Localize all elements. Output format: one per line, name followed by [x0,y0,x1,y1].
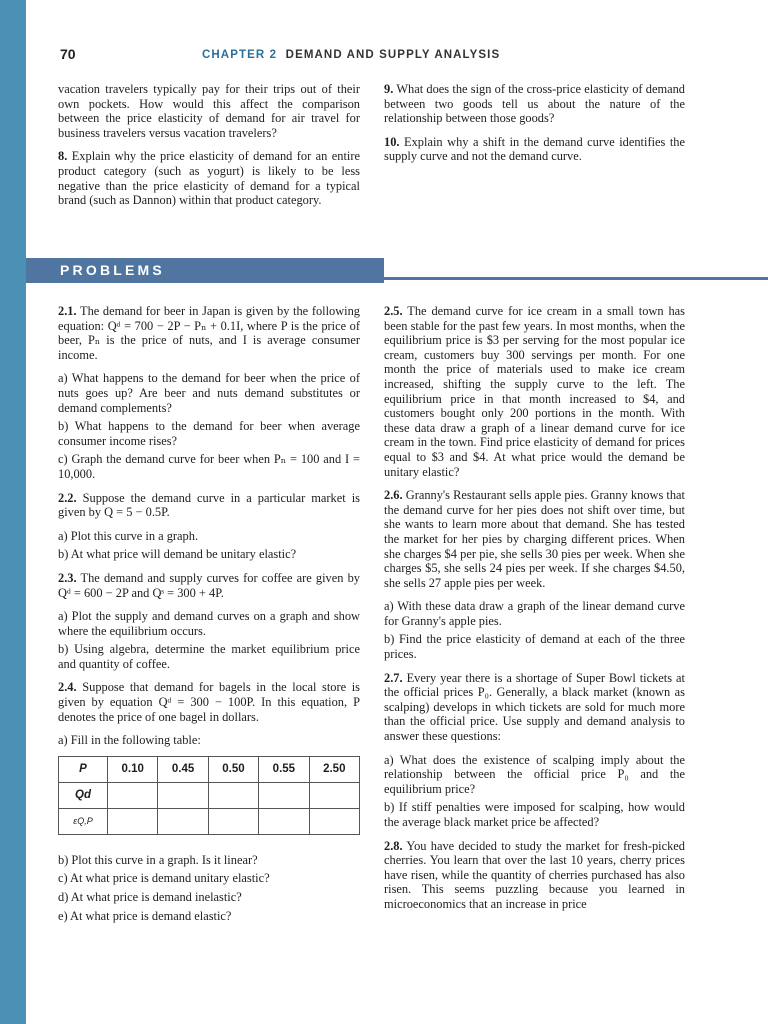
problem-text: Suppose the demand curve in a particular market is given by Q = 5 − 0.5P. [58,490,360,520]
price-cell: 0.50 [208,756,258,782]
price-cell: 2.50 [309,756,359,782]
problem-part: a) What happens to the demand for beer when the price of nuts goes up? Are beer and nuts demand substitutes or demand complements? [58,371,360,415]
problem-part: c) At what price is demand unitary elastic? [58,871,270,886]
problem-number: 2.5. [384,304,403,318]
problem-part: b) Using algebra, determine the market equilibrium price and quantity of coffee. [58,642,360,671]
problems-left [58,304,360,927]
problem-text: Granny's Restaurant sells apple pies. Granny knows that the demand curve for her pies does not shift over time, but she wants to learn more about that demand. She has tested the market for her pies by charging different prices. When she charges $4 per pie, she sells 30 pies per week. When she charges $5, she sells 24 pies per week. If she charges $4.50, she sells 27 apple pies per week. [384,488,685,590]
page-edge-stripe [0,0,26,1024]
review-question-number: 10. [384,134,400,149]
problem-part: b) Plot this curve in a graph. Is it linear? [58,852,258,867]
problem-part: b) If stiff penalties were imposed for scalping, how would the average black market price be affected? [384,800,685,829]
review-question-text: What does the sign of the cross-price elasticity of demand between two goods tell us about the nature of the relationship between those goods? [384,82,685,126]
problem-2-4-parts [58,853,360,923]
blank-cell [108,782,158,808]
problem-part: a) Fill in the following table: [58,733,201,748]
problem-number: 2.4. [58,680,77,695]
review-question [384,135,685,164]
problem-part: b) Find the price elasticity of demand at each of the three prices. [384,632,685,662]
blank-cell [259,782,309,808]
review-question-text: Explain why the price elasticity of demand for an entire product category (such as yogurt) is likely to be less negative than the price elasticity of demand for a typical brand (such as Dannon) within that product category. [58,149,360,208]
problem-text: The demand and supply curves for coffee are given by Qᵈ = 600 − 2P and Qˢ = 300 + 4P. [58,570,361,600]
section-rule [384,277,768,280]
blank-cell [208,808,258,834]
page-number: 70 [60,46,76,62]
problem-text: Every year there is a shortage of Super Bowl tickets at the official prices P₀. Generally, a black market (known as scalping) develops in which tickets are sold for much more than the official price. Use supply and demand analysis to answer these questions: [384,670,685,744]
problem-2-1 [58,304,360,362]
blank-cell [208,782,258,808]
blank-cell [309,808,359,834]
problem-number: 2.6. [384,488,403,503]
table-row [59,782,360,808]
problems-right [384,304,685,921]
problem-part: a) With these data draw a graph of the linear demand curve for Granny's apple pies. [384,599,685,628]
review-question-text: Explain why a shift in the demand curve identifies the supply curve and not the demand curve. [384,134,686,164]
problem-part: c) Graph the demand curve for beer when Pₙ = 100 and I = 10,000. [58,452,360,481]
review-question [58,149,360,207]
problem-2-5 [384,304,685,479]
review-question-number: 8. [58,149,68,164]
problem-2-8 [384,839,685,912]
problem-text: You have decided to study the market for fresh-picked cherries. You learn that over the last 10 years, cherry prices have risen, while the quantity of cherries purchased has also risen. This seems puzzling because you learned in microeconomics that an increase in price [384,838,685,911]
review-questions-left [58,82,360,217]
problem-part: e) At what price is demand elastic? [58,908,232,923]
problem-part: a) Plot this curve in a graph. [58,528,199,543]
blank-cell [309,782,359,808]
problem-text: The demand for beer in Japan is given by the following equation: Qᵈ = 700 − 2P − Pₙ + 0.1I, where P is the price of beer, Pₙ is the price of nuts, and I is average consumer income. [58,304,360,362]
problem-number: 2.3. [58,570,77,585]
problem-2-4 [58,680,360,724]
problem-number: 2.8. [384,838,403,853]
review-questions-right [384,82,685,173]
chapter-label: CHAPTER 2 [202,49,278,61]
problem-number: 2.2. [58,490,77,505]
problem-2-3 [58,571,360,600]
problem-text: The demand curve for ice cream in a small town has been stable for the past few years. In most months, when the equilibrium price is $3 per serving for the most popular ice cream, customers buy 300 servings per month. For one month the price of materials used to make ice cream increased, shifting the supply curve to the left. The equilibrium price in that month increased to $4, and customers bought only 200 portions in the month. With these data draw a graph of a linear demand curve for ice cream in the town. Find price elasticity of demand for prices equal to $3 and $4. At what price would the demand be unitary elastic? [384,304,685,479]
problem-2-6 [384,488,685,590]
table-row [59,808,360,834]
section-title: PROBLEMS [60,262,165,278]
price-cell: 0.45 [158,756,208,782]
problem-part: b) What happens to the demand for beer when average consumer income rises? [58,419,360,448]
problem-part: d) At what price is demand inelastic? [58,890,242,905]
row-label: Qd [59,782,108,808]
blank-cell [158,782,208,808]
problem-number: 2.7. [384,670,403,685]
problem-part: b) At what price will demand be unitary elastic? [58,547,297,562]
blank-cell [108,808,158,834]
blank-cell [158,808,208,834]
problem-part: a) Plot the supply and demand curves on a graph and show where the equilibrium occurs. [58,609,360,638]
problem-text: Suppose that demand for bagels in the local store is given by equation Qᵈ = 300 − 100P. In this equation, P denotes the price of one bagel in dollars. [58,680,360,724]
price-cell: 0.55 [259,756,309,782]
chapter-title: DEMAND AND SUPPLY ANALYSIS [285,49,501,61]
row-label: P [59,756,108,782]
problem-number: 2.1. [58,304,77,318]
review-question [58,82,360,140]
running-head [202,49,500,61]
blank-cell [259,808,309,834]
review-question-text: vacation travelers typically pay for their trips out of their own pockets. How would this affect the comparison between the price elasticity of demand for air travel for business travelers versus vacation travelers? [58,82,360,140]
problem-part: a) What does the existence of scalping imply about the relationship between the official price P₀ and the equilibrium price? [384,752,685,796]
problem-2-7 [384,671,685,744]
bagel-demand-table [58,756,360,835]
table-row [59,756,360,782]
review-question-number: 9. [384,82,394,96]
row-label: εQ,P [59,808,108,834]
review-question [384,82,685,126]
price-cell: 0.10 [108,756,158,782]
problem-2-2 [58,491,360,520]
